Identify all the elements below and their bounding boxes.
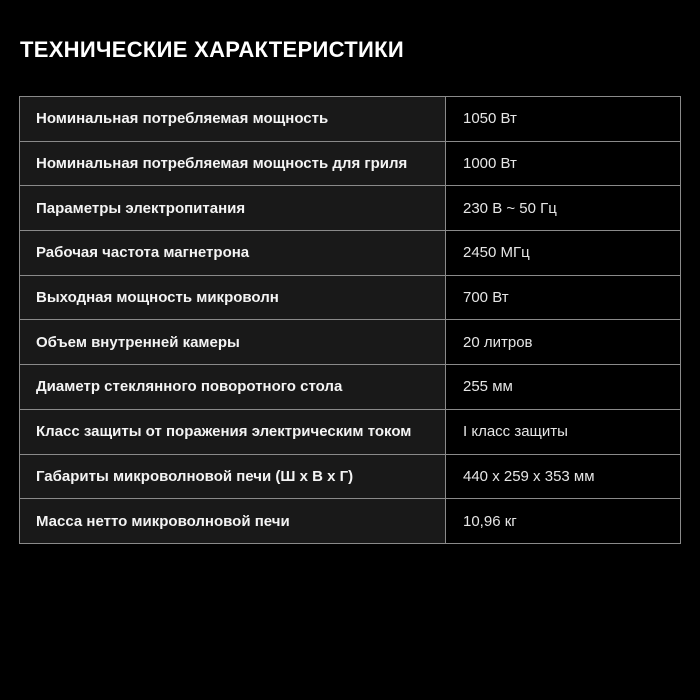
- table-row: [20, 186, 681, 231]
- parameter-value: 1000 Вт: [446, 141, 681, 186]
- parameter-name: Объем внутренней камеры: [20, 320, 446, 365]
- parameter-value: 230 В ~ 50 Гц: [446, 186, 681, 231]
- parameter-name: Номинальная потребляемая мощность для гриля: [20, 141, 446, 186]
- specifications-table: [19, 96, 681, 544]
- table-row: [20, 275, 681, 320]
- parameter-name: Масса нетто микроволновой печи: [20, 499, 446, 544]
- parameter-value: I класс защиты: [446, 409, 681, 454]
- parameter-value: 255 мм: [446, 365, 681, 410]
- page-title: ТЕХНИЧЕСКИЕ ХАРАКТЕРИСТИКИ: [20, 37, 404, 62]
- parameter-value: 2450 МГц: [446, 231, 681, 276]
- parameter-name: Габариты микроволновой печи (Ш х В х Г): [20, 454, 446, 499]
- parameter-name: Диаметр стеклянного поворотного стола: [20, 365, 446, 410]
- parameter-value: 440 х 259 х 353 мм: [446, 454, 681, 499]
- table-row: [20, 365, 681, 410]
- table-row: [20, 97, 681, 142]
- parameter-name: Выходная мощность микроволн: [20, 275, 446, 320]
- parameter-name: Рабочая частота магнетрона: [20, 231, 446, 276]
- table-row: [20, 409, 681, 454]
- table-row: [20, 141, 681, 186]
- table-row: [20, 231, 681, 276]
- parameter-value: 10,96 кг: [446, 499, 681, 544]
- parameter-value: 1050 Вт: [446, 97, 681, 142]
- table-row: [20, 320, 681, 365]
- parameter-value: 20 литров: [446, 320, 681, 365]
- parameter-name: Параметры электропитания: [20, 186, 446, 231]
- parameter-name: Класс защиты от поражения электрическим током: [20, 409, 446, 454]
- parameter-value: 700 Вт: [446, 275, 681, 320]
- parameter-name: Номинальная потребляемая мощность: [20, 97, 446, 142]
- table-row: [20, 499, 681, 544]
- table-row: [20, 454, 681, 499]
